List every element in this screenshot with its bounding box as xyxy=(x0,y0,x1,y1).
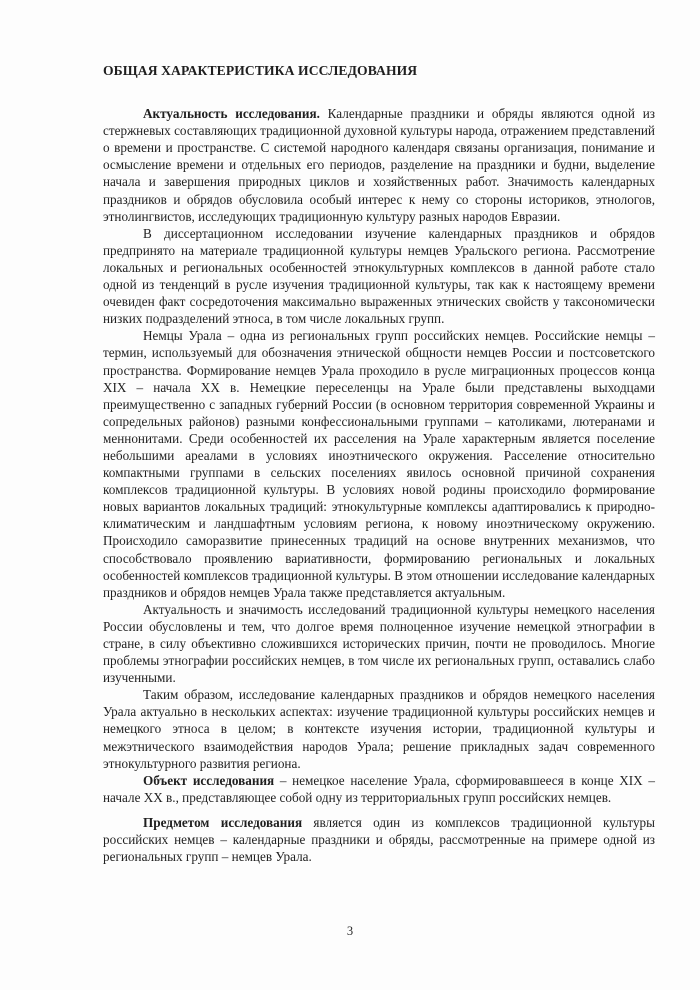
page-number: 3 xyxy=(346,924,354,938)
paragraph-lead-relevance: Актуальность исследования. xyxy=(143,106,320,122)
paragraph-significance: Актуальность и значимость исследований традиционной культуры немецкого населения России обусловлены и тем, что долгое время полноценное изучение немецкой этнографии в стране, в силу объективно сложившихся исторических причин, почти не проводилось. Многие проблемы этнографии российских немцев, в том числе их региональных групп, оставались слабо изученными. xyxy=(103,601,655,686)
paragraph-dissertation-scope: В диссертационном исследовании изучение календарных праздников и обрядов предпринято на материале традиционной культуры немцев Уральского региона. Рассмотрение локальных и региональных особенностей этнокультурных комплексов в данной работе стало одной из тенденций в русле изучения традиционной культуры, так как к настоящему времени очевиден факт сосредоточения максимально выраженных этнических свойств у таксономически низких подразделений этноса, в том числе локальных групп. xyxy=(103,225,655,327)
document-body xyxy=(103,62,655,865)
section-heading: ОБЩАЯ ХАРАКТЕРИСТИКА ИССЛЕДОВАНИЯ xyxy=(103,63,418,78)
paragraph-subject xyxy=(103,814,655,865)
paragraph-lead-subject: Предметом исследования xyxy=(143,814,303,830)
paragraph-text: – немецкое население Урала, сформировавшееся в конце XIX – начале XX в., представляющее собой одну из территориальных групп российских немцев. xyxy=(103,772,655,805)
paragraph-text: является один из комплексов традиционной культуры российских немцев – календарные праздники и обряды, рассмотренные на примере одной из региональных групп – немцев Урала. xyxy=(103,814,655,865)
paragraph-lead-object: Объект исследования xyxy=(143,772,275,788)
paragraph-conclusion: Таким образом, исследование календарных праздников и обрядов немецкого населения Урала актуально в нескольких аспектах: изучение традиционной культуры российских немцев и немецкого этноса в целом; в контексте изучения истории, традиционной культуры и межэтнического взаимодействия народов Урала; решение прикладных задач современного этнокультурного развития региона. xyxy=(103,687,655,771)
paragraph-relevance xyxy=(103,105,655,225)
paragraph-text: Календарные праздники и обряды являются одной из стержневых составляющих традиционной духовной культуры народа, отражением представлений о времени и пространстве. С системой народного календаря связаны организация, понимание и осмысление времени и отдельных его периодов, разделение на праздники и будни, выделение начала и завершения природных циклов и хозяйственных работ. Значимость календарных праздников и обрядов обусловила особый интерес к нему со стороны историков, этнологов, этнолингвистов, исследующих традиционную культуру разных народов Евразии. xyxy=(103,106,655,224)
paragraph-object xyxy=(103,772,655,806)
paragraph-urals-germans: Немцы Урала – одна из региональных групп российских немцев. Российские немцы – термин, используемый для обозначения этнической общности немцев России и постсоветского пространства. Формирование немцев Урала проходило в русле миграционных процессов конца XIX – начала XX в. Немецкие переселенцы на Урале были представлены выходцами преимущественно с западных губерний России (в основном территория современной Украины и сопредельных районов) разными конфессиональными группами – католиками, лютеранами и меннонитами. Среди особенностей их расселения на Урале характерным является поселение небольшими ареалами в условиях иноэтнического окружения. Расселение относительно компактными группами в сельских поселениях явилось основной причиной сохранения комплексов традиционной культуры. В условиях новой родины происходило формирование новых вариантов локальных традиций: этнокультурные комплексы адаптировались к природно-климатическим и ландшафтным условиям региона, к новому иноэтническому окружению. Происходило саморазвитие принесенных традиций на основе внутренних механизмов, что способствовало проявлению вариативности, формированию региональных и локальных особенностей комплексов традиционной культуры. В этом отношении исследование календарных праздников и обрядов немцев Урала также представляется актуальным. xyxy=(103,328,655,600)
